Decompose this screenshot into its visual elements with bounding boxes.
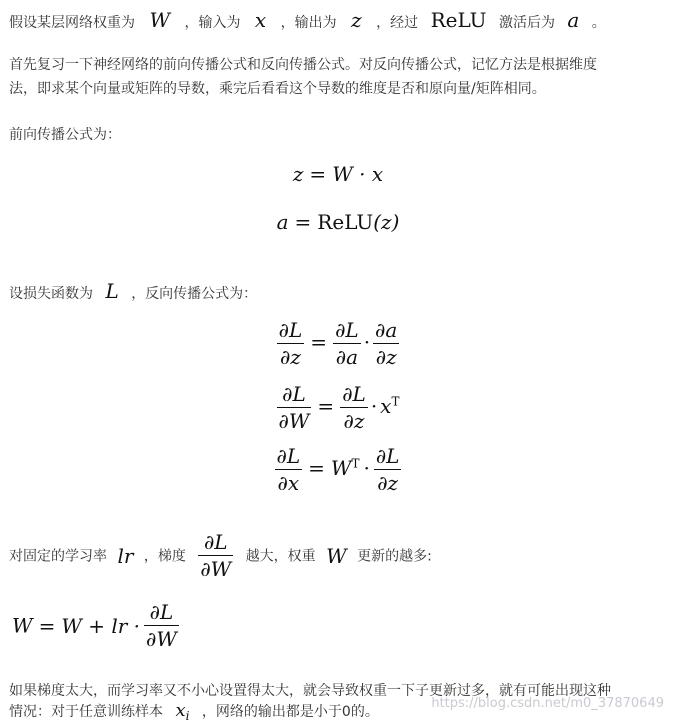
- intro-text-4: ，经过: [376, 15, 419, 31]
- backward-eq-1: [0, 320, 676, 367]
- frac-num: ∂L: [198, 532, 233, 556]
- dot: ·: [370, 394, 378, 418]
- intro-text-2: ，输入为: [184, 15, 241, 31]
- frac-den: ∂a: [335, 345, 358, 369]
- equals: =: [317, 394, 335, 418]
- frac-dL-dW-inline: [198, 532, 233, 579]
- frac-num: ∂L: [278, 318, 303, 342]
- eq1-rhs: W · x: [332, 162, 384, 186]
- frac-den: ∂z: [375, 345, 397, 369]
- transpose: T: [391, 394, 400, 409]
- frac-num: ∂L: [342, 382, 366, 406]
- frac-num: ∂a: [375, 318, 398, 342]
- intro-text-6: 。: [591, 15, 606, 31]
- frac-da-dz: [373, 320, 399, 367]
- intro-sentence: [9, 8, 606, 32]
- frac-num: ∂L: [375, 444, 400, 468]
- equals: =: [310, 330, 328, 354]
- frac-dL-dx: [275, 446, 303, 493]
- forward-eq-1: [0, 162, 676, 186]
- lr-text-3: 越大，权重: [245, 548, 316, 565]
- frac-num: ∂L: [335, 318, 359, 342]
- var-lr: lr: [117, 543, 134, 568]
- frac-dL-da: [333, 320, 361, 367]
- loss-text-2: ，反向传播公式为：: [131, 286, 258, 302]
- var-W: W: [326, 543, 347, 568]
- frac-num: ∂L: [277, 384, 312, 408]
- frac-num: ∂L: [144, 602, 179, 626]
- final-line-1: 如果梯度太大，而学习率又不小心设置得太大，就会导致权重一下子更新过多，就有可能出现这种: [9, 683, 611, 699]
- update-eq: [12, 602, 179, 649]
- frac-den: ∂z: [280, 345, 301, 369]
- eq1-equals: =: [309, 162, 327, 186]
- dot: ·: [363, 330, 371, 354]
- final-text-2: ，网络的输出都是小于0的。: [201, 704, 379, 720]
- update-rhs: W + lr ·: [61, 613, 141, 638]
- frac-dL-dW: [277, 384, 312, 431]
- var-W: W: [330, 456, 352, 480]
- frac-den: ∂z: [343, 409, 365, 433]
- intro-text-3: ，输出为: [280, 15, 337, 31]
- eq2-arg: (z): [373, 210, 400, 234]
- forward-eq-2: [0, 210, 676, 234]
- frac-dL-dz: [277, 320, 305, 367]
- loss-sentence: [9, 279, 257, 303]
- eq2-equals: =: [294, 210, 312, 234]
- forward-label: 前向传播公式为：: [9, 127, 121, 143]
- loss-text-1: 设损失函数为: [9, 286, 93, 302]
- var-L: L: [105, 279, 119, 303]
- review-line-1: 首先复习一下神经网络的前向传播公式和反向传播公式。对反向传播公式，记忆方法是根据维度: [9, 57, 597, 73]
- var-x: x: [175, 700, 186, 721]
- lr-text-4: 更新的越多:: [357, 548, 432, 565]
- backward-eq-3: [0, 446, 676, 493]
- watermark: https://blog.csdn.net/m0_37870649: [431, 696, 664, 711]
- var-z: z: [351, 8, 362, 32]
- frac-num: ∂L: [276, 444, 301, 468]
- frac-den: ∂z: [377, 471, 399, 495]
- eq2-relu: ReLU: [317, 210, 374, 234]
- eq1-lhs: z: [292, 162, 304, 186]
- backward-eq-2: [0, 384, 676, 431]
- equals: =: [308, 456, 325, 480]
- frac-den: ∂W: [146, 627, 177, 651]
- var-W: W: [149, 8, 171, 32]
- eq2-lhs: a: [276, 210, 289, 234]
- final-line-2: [9, 700, 379, 723]
- review-line-2: 法，即求某个向量或矩阵的导数，乘完后看看这个导数的维度是否和原向量/矩阵相同。: [9, 81, 546, 97]
- var-x: x: [254, 8, 267, 32]
- update-lhs: W: [12, 613, 33, 638]
- lr-text-2: ，梯度: [143, 548, 186, 565]
- dot: ·: [363, 456, 370, 480]
- final-text-1: 情况：对于任意训练样本: [9, 704, 163, 720]
- frac-den: ∂W: [278, 409, 310, 433]
- lr-sentence: [9, 532, 432, 579]
- frac-dL-dz: [374, 446, 402, 493]
- frac-den: ∂x: [277, 471, 300, 495]
- frac-dL-dW-update: [144, 602, 179, 649]
- intro-text-5: 激活后为: [498, 15, 555, 31]
- relu-label: ReLU: [430, 8, 487, 32]
- intro-text-1: 假设某层网络权重为: [9, 15, 135, 31]
- var-x: x: [380, 394, 392, 418]
- frac-den: ∂W: [200, 557, 232, 581]
- subscript-i: i: [185, 708, 190, 723]
- transpose: T: [351, 456, 360, 471]
- lr-text-1: 对固定的学习率: [9, 548, 107, 565]
- equals: =: [38, 613, 56, 638]
- frac-dL-dz: [340, 384, 368, 431]
- var-a: a: [567, 8, 580, 32]
